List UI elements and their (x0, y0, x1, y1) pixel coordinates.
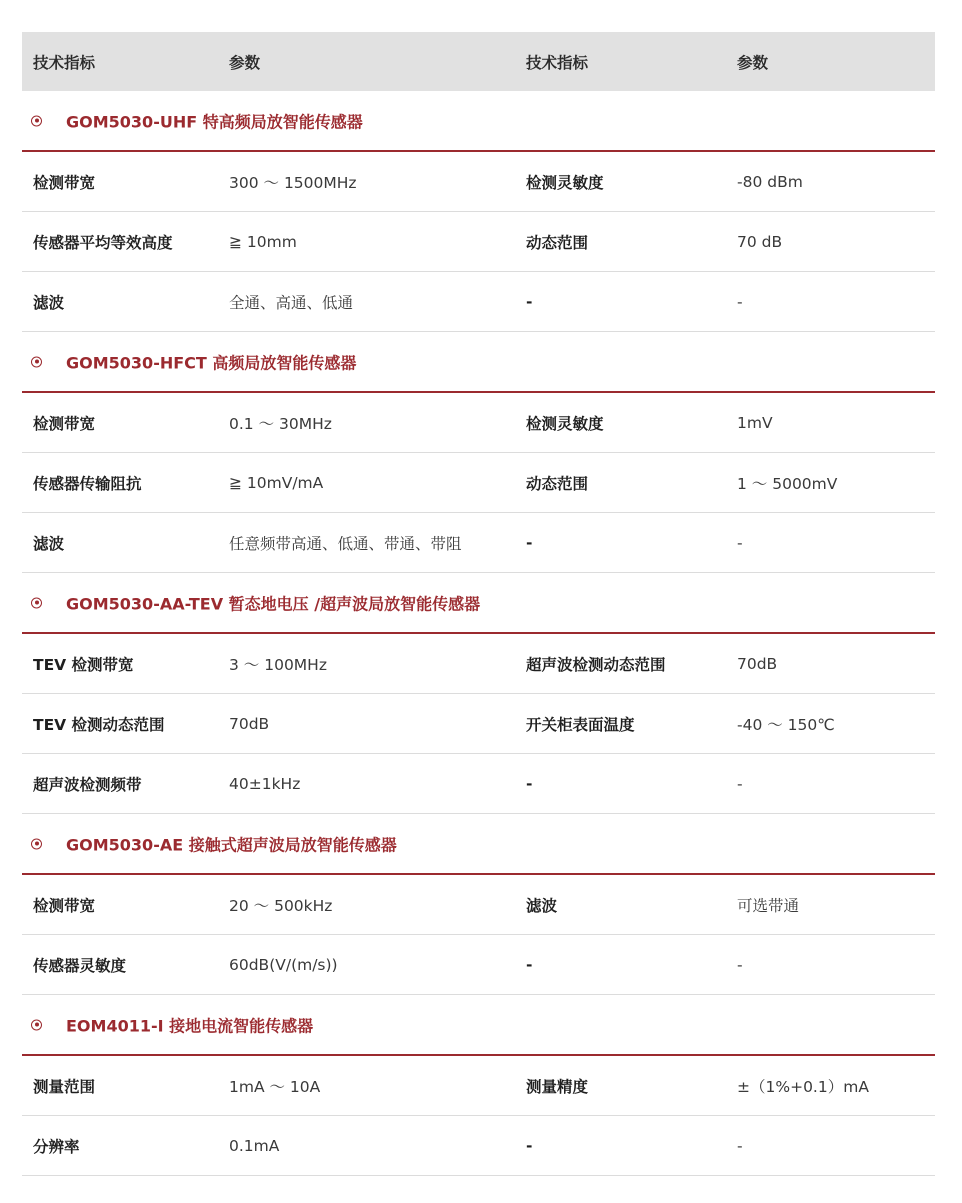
table-row (22, 875, 935, 935)
param-value: 全通、高通、低通 (229, 293, 354, 312)
header-param-2: 参数 (737, 53, 769, 72)
param-value: 300 ～ 1500MHz (229, 173, 357, 192)
section-header (22, 332, 935, 393)
table-row (22, 272, 935, 332)
table-row (22, 453, 935, 513)
param-value: - (737, 292, 743, 311)
section-header (22, 995, 935, 1056)
header-param-1: 参数 (229, 53, 261, 72)
metric-label: TEV 检测带宽 (33, 655, 134, 674)
header-metric-2: 技术指标 (526, 53, 589, 72)
param-value: 70dB (229, 714, 270, 733)
metric-label: 传感器灵敏度 (33, 956, 127, 975)
metric-label: 动态范围 (526, 474, 589, 493)
metric-label: 检测带宽 (33, 173, 96, 192)
param-value: -40 ～ 150℃ (737, 715, 835, 734)
param-value: - (737, 774, 743, 793)
metric-label: 分辨率 (33, 1137, 80, 1156)
metric-label: 动态范围 (526, 233, 589, 252)
param-value: ±（1%+0.1）mA (737, 1077, 869, 1096)
table-row (22, 935, 935, 995)
radio-dot-icon (31, 1019, 42, 1030)
param-value: 1 ～ 5000mV (737, 474, 838, 493)
param-value: - (737, 533, 743, 552)
header-metric-1: 技术指标 (33, 53, 96, 72)
radio-dot-icon (31, 597, 42, 608)
table-row (22, 513, 935, 573)
param-value: - (737, 955, 743, 974)
table-body (22, 91, 935, 1176)
metric-label: 检测带宽 (33, 414, 96, 433)
section-title: GOM5030-AE 接触式超声波局放智能传感器 (66, 835, 397, 854)
metric-label: 检测灵敏度 (526, 414, 604, 433)
radio-dot-icon (31, 115, 42, 126)
metric-label: 开关柜表面温度 (526, 715, 635, 734)
metric-label: 传感器传输阻抗 (33, 474, 142, 493)
section-title: GOM5030-UHF 特高频局放智能传感器 (66, 112, 363, 131)
param-value: 可选带通 (737, 896, 800, 915)
section-title: EOM4011-I 接地电流智能传感器 (66, 1016, 314, 1035)
section-header (22, 91, 935, 152)
radio-dot-icon (31, 838, 42, 849)
param-value: 1mA ～ 10A (229, 1077, 321, 1096)
metric-label: 超声波检测动态范围 (526, 655, 666, 674)
param-value: 0.1mA (229, 1136, 280, 1155)
spec-table (22, 32, 935, 1176)
radio-dot-icon (31, 356, 42, 367)
param-value: 40±1kHz (229, 774, 301, 793)
metric-label: - (526, 774, 533, 793)
metric-label: 检测灵敏度 (526, 173, 604, 192)
table-row (22, 393, 935, 453)
section-header (22, 573, 935, 634)
metric-label: 检测带宽 (33, 896, 96, 915)
table-row (22, 152, 935, 212)
metric-label: 测量精度 (526, 1077, 589, 1096)
metric-label: - (526, 955, 533, 974)
section-title: GOM5030-AA-TEV 暂态地电压 /超声波局放智能传感器 (66, 594, 481, 613)
param-value: 70dB (737, 654, 778, 673)
table-row (22, 1056, 935, 1116)
metric-label: 超声波检测频带 (33, 775, 142, 794)
param-value: 1mV (737, 413, 773, 432)
section-header (22, 814, 935, 875)
metric-label: 滤波 (33, 534, 65, 553)
metric-label: - (526, 1136, 533, 1155)
param-value: 70 dB (737, 232, 783, 251)
metric-label: 滤波 (33, 293, 65, 312)
metric-label: 测量范围 (33, 1077, 96, 1096)
table-row (22, 212, 935, 272)
metric-label: 滤波 (526, 896, 558, 915)
section-title: GOM5030-HFCT 高频局放智能传感器 (66, 353, 357, 372)
table-row (22, 1116, 935, 1176)
table-row (22, 634, 935, 694)
param-value: 3 ～ 100MHz (229, 655, 327, 674)
param-value: ≧ 10mm (229, 232, 297, 251)
param-value: - (737, 1136, 743, 1155)
metric-label: TEV 检测动态范围 (33, 715, 165, 734)
table-header (22, 32, 935, 91)
param-value: ≧ 10mV/mA (229, 473, 324, 492)
table-row (22, 694, 935, 754)
metric-label: 传感器平均等效高度 (33, 233, 173, 252)
metric-label: - (526, 292, 533, 311)
param-value: 60dB(V/(m/s)) (229, 955, 338, 974)
param-value: 0.1 ～ 30MHz (229, 414, 332, 433)
param-value: -80 dBm (737, 172, 803, 191)
metric-label: - (526, 533, 533, 552)
table-row (22, 754, 935, 814)
param-value: 任意频带高通、低通、带通、带阻 (229, 534, 462, 553)
param-value: 20 ～ 500kHz (229, 896, 333, 915)
